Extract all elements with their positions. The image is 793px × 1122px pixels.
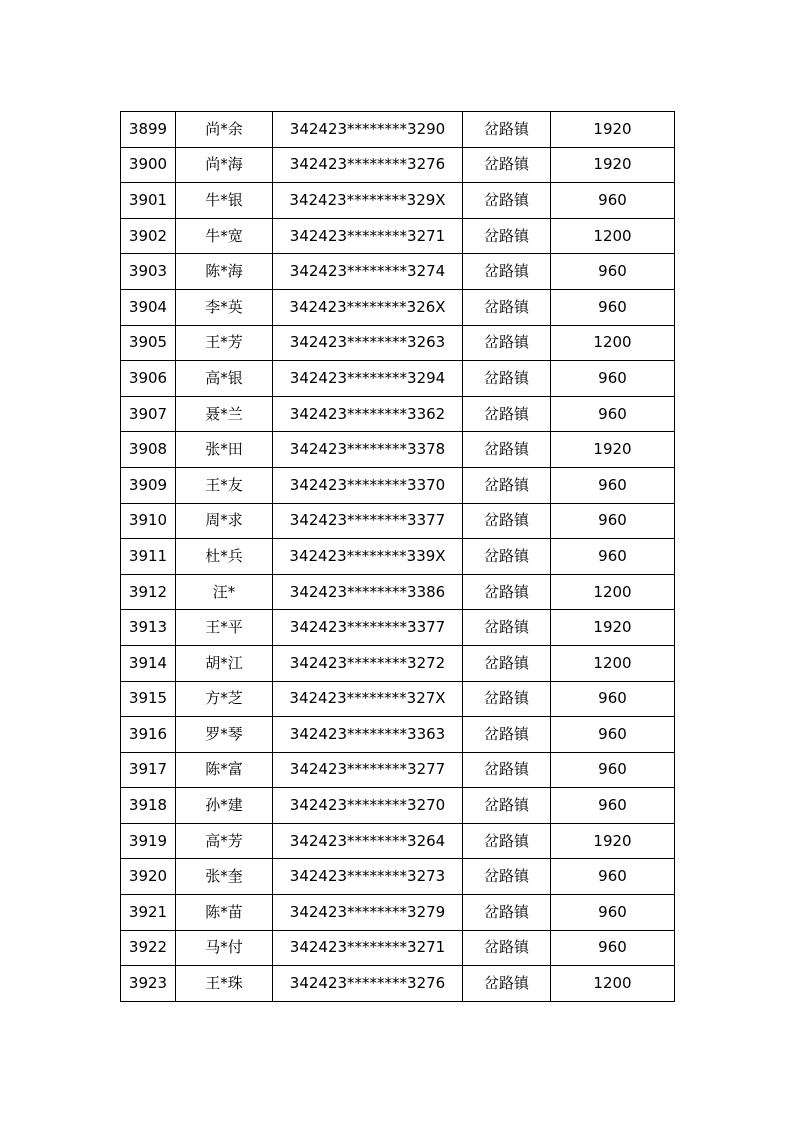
amount-cell: 960 [551, 788, 675, 824]
town-cell: 岔路镇 [463, 503, 551, 539]
id-number-cell: 342423********3294 [273, 361, 463, 397]
amount-cell: 960 [551, 681, 675, 717]
table-row [121, 752, 675, 788]
id-number-cell: 342423********3363 [273, 717, 463, 753]
name-cell: 陈*海 [176, 254, 273, 290]
amount-cell: 960 [551, 361, 675, 397]
amount-cell: 960 [551, 717, 675, 753]
name-cell: 尚*海 [176, 147, 273, 183]
name-cell: 张*奎 [176, 859, 273, 895]
id-number-cell: 342423********3270 [273, 788, 463, 824]
table-row [121, 467, 675, 503]
row-number-cell: 3901 [121, 183, 176, 219]
town-cell: 岔路镇 [463, 930, 551, 966]
town-cell: 岔路镇 [463, 467, 551, 503]
town-cell: 岔路镇 [463, 895, 551, 931]
name-cell: 高*芳 [176, 823, 273, 859]
name-cell: 牛*银 [176, 183, 273, 219]
table-row [121, 823, 675, 859]
name-cell: 马*付 [176, 930, 273, 966]
name-cell: 张*田 [176, 432, 273, 468]
id-number-cell: 342423********3362 [273, 396, 463, 432]
table-row [121, 930, 675, 966]
amount-cell: 1200 [551, 966, 675, 1002]
id-number-cell: 342423********3276 [273, 966, 463, 1002]
name-cell: 陈*苗 [176, 895, 273, 931]
table-row [121, 396, 675, 432]
name-cell: 王*平 [176, 610, 273, 646]
table-row [121, 681, 675, 717]
row-number-cell: 3918 [121, 788, 176, 824]
row-number-cell: 3904 [121, 289, 176, 325]
id-number-cell: 342423********3273 [273, 859, 463, 895]
town-cell: 岔路镇 [463, 859, 551, 895]
table-row [121, 218, 675, 254]
amount-cell: 1200 [551, 645, 675, 681]
town-cell: 岔路镇 [463, 112, 551, 148]
table-row [121, 183, 675, 219]
town-cell: 岔路镇 [463, 539, 551, 575]
id-number-cell: 342423********3277 [273, 752, 463, 788]
table-row [121, 966, 675, 1002]
row-number-cell: 3915 [121, 681, 176, 717]
town-cell: 岔路镇 [463, 788, 551, 824]
name-cell: 汪* [176, 574, 273, 610]
id-number-cell: 342423********3272 [273, 645, 463, 681]
name-cell: 方*芝 [176, 681, 273, 717]
id-number-cell: 342423********3264 [273, 823, 463, 859]
name-cell: 高*银 [176, 361, 273, 397]
amount-cell: 1920 [551, 823, 675, 859]
amount-cell: 1920 [551, 112, 675, 148]
name-cell: 孙*建 [176, 788, 273, 824]
row-number-cell: 3921 [121, 895, 176, 931]
name-cell: 王*友 [176, 467, 273, 503]
id-number-cell: 342423********3370 [273, 467, 463, 503]
amount-cell: 960 [551, 254, 675, 290]
id-number-cell: 342423********3263 [273, 325, 463, 361]
id-number-cell: 342423********3290 [273, 112, 463, 148]
row-number-cell: 3906 [121, 361, 176, 397]
table-row [121, 895, 675, 931]
name-cell: 杜*兵 [176, 539, 273, 575]
town-cell: 岔路镇 [463, 396, 551, 432]
town-cell: 岔路镇 [463, 254, 551, 290]
row-number-cell: 3912 [121, 574, 176, 610]
town-cell: 岔路镇 [463, 966, 551, 1002]
town-cell: 岔路镇 [463, 610, 551, 646]
table-row [121, 361, 675, 397]
id-number-cell: 342423********327X [273, 681, 463, 717]
id-number-cell: 342423********3271 [273, 218, 463, 254]
id-number-cell: 342423********3276 [273, 147, 463, 183]
row-number-cell: 3914 [121, 645, 176, 681]
roster-table-body [121, 112, 675, 1002]
town-cell: 岔路镇 [463, 823, 551, 859]
id-number-cell: 342423********339X [273, 539, 463, 575]
name-cell: 牛*宽 [176, 218, 273, 254]
id-number-cell: 342423********3377 [273, 503, 463, 539]
amount-cell: 960 [551, 289, 675, 325]
id-number-cell: 342423********326X [273, 289, 463, 325]
roster-table [120, 111, 675, 1002]
row-number-cell: 3911 [121, 539, 176, 575]
town-cell: 岔路镇 [463, 183, 551, 219]
name-cell: 李*英 [176, 289, 273, 325]
row-number-cell: 3919 [121, 823, 176, 859]
amount-cell: 1920 [551, 147, 675, 183]
table-row [121, 859, 675, 895]
name-cell: 尚*余 [176, 112, 273, 148]
row-number-cell: 3903 [121, 254, 176, 290]
amount-cell: 1920 [551, 432, 675, 468]
name-cell: 周*求 [176, 503, 273, 539]
row-number-cell: 3910 [121, 503, 176, 539]
name-cell: 陈*富 [176, 752, 273, 788]
town-cell: 岔路镇 [463, 681, 551, 717]
amount-cell: 960 [551, 895, 675, 931]
id-number-cell: 342423********3271 [273, 930, 463, 966]
town-cell: 岔路镇 [463, 752, 551, 788]
table-row [121, 788, 675, 824]
table-row [121, 645, 675, 681]
row-number-cell: 3905 [121, 325, 176, 361]
table-row [121, 112, 675, 148]
town-cell: 岔路镇 [463, 717, 551, 753]
town-cell: 岔路镇 [463, 147, 551, 183]
row-number-cell: 3923 [121, 966, 176, 1002]
id-number-cell: 342423********3274 [273, 254, 463, 290]
table-row [121, 254, 675, 290]
table-row [121, 147, 675, 183]
amount-cell: 1920 [551, 610, 675, 646]
town-cell: 岔路镇 [463, 289, 551, 325]
name-cell: 王*芳 [176, 325, 273, 361]
town-cell: 岔路镇 [463, 432, 551, 468]
amount-cell: 960 [551, 467, 675, 503]
town-cell: 岔路镇 [463, 361, 551, 397]
row-number-cell: 3913 [121, 610, 176, 646]
row-number-cell: 3899 [121, 112, 176, 148]
table-row [121, 539, 675, 575]
row-number-cell: 3900 [121, 147, 176, 183]
row-number-cell: 3917 [121, 752, 176, 788]
amount-cell: 960 [551, 503, 675, 539]
row-number-cell: 3902 [121, 218, 176, 254]
id-number-cell: 342423********329X [273, 183, 463, 219]
amount-cell: 960 [551, 752, 675, 788]
town-cell: 岔路镇 [463, 218, 551, 254]
amount-cell: 960 [551, 539, 675, 575]
town-cell: 岔路镇 [463, 574, 551, 610]
town-cell: 岔路镇 [463, 645, 551, 681]
id-number-cell: 342423********3377 [273, 610, 463, 646]
row-number-cell: 3922 [121, 930, 176, 966]
table-row [121, 432, 675, 468]
id-number-cell: 342423********3279 [273, 895, 463, 931]
id-number-cell: 342423********3378 [273, 432, 463, 468]
name-cell: 胡*江 [176, 645, 273, 681]
row-number-cell: 3908 [121, 432, 176, 468]
amount-cell: 960 [551, 859, 675, 895]
name-cell: 聂*兰 [176, 396, 273, 432]
amount-cell: 1200 [551, 218, 675, 254]
name-cell: 王*珠 [176, 966, 273, 1002]
amount-cell: 960 [551, 183, 675, 219]
name-cell: 罗*琴 [176, 717, 273, 753]
amount-cell: 960 [551, 396, 675, 432]
row-number-cell: 3920 [121, 859, 176, 895]
town-cell: 岔路镇 [463, 325, 551, 361]
table-row [121, 503, 675, 539]
id-number-cell: 342423********3386 [273, 574, 463, 610]
table-row [121, 289, 675, 325]
amount-cell: 1200 [551, 325, 675, 361]
amount-cell: 1200 [551, 574, 675, 610]
table-row [121, 610, 675, 646]
table-row [121, 717, 675, 753]
row-number-cell: 3909 [121, 467, 176, 503]
table-row [121, 325, 675, 361]
row-number-cell: 3916 [121, 717, 176, 753]
amount-cell: 960 [551, 930, 675, 966]
table-row [121, 574, 675, 610]
row-number-cell: 3907 [121, 396, 176, 432]
